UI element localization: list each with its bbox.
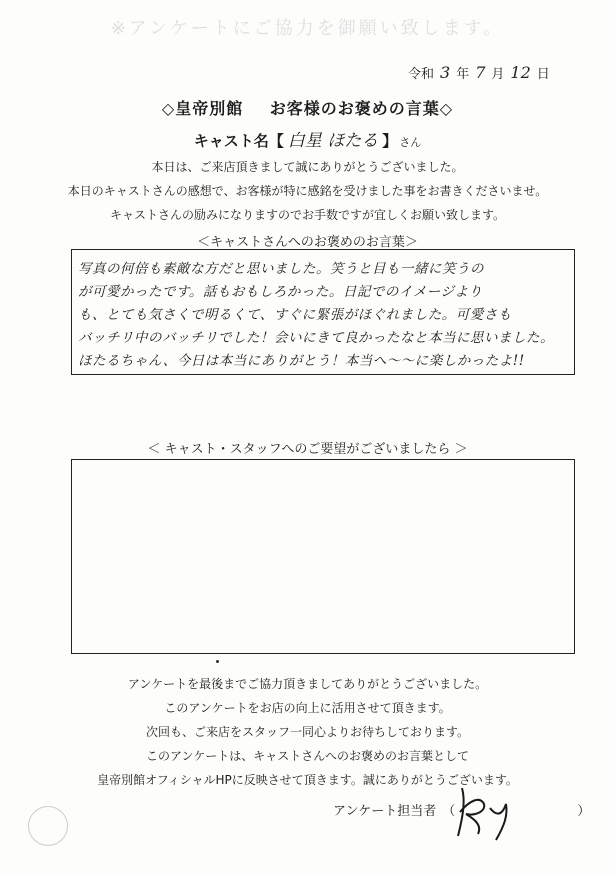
request-section-label: ＜ キャスト・スタッフへのご要望がございましたら ＞ xyxy=(147,442,468,457)
cast-name-suffix: さん xyxy=(399,136,422,149)
praise-line: も、とても気さくで明るくて、すぐに緊張がほぐれました。可愛さも xyxy=(78,307,512,323)
closing-line: このアンケートをお店の向上に活用させて頂きます。 xyxy=(164,701,451,715)
date-day-value: 12 xyxy=(510,63,531,82)
date-day-unit: 日 xyxy=(536,67,550,82)
header-ghost-text: ※アンケートにご協力を御願い致します。 xyxy=(110,18,505,39)
cast-name-value: 白星 ほたる xyxy=(287,131,379,151)
intro-line: 本日のキャストさんの感想で、お客様が特に感銘を受けました事をお書きくださいませ。 xyxy=(67,184,548,198)
request-box[interactable] xyxy=(71,459,575,654)
closing-line: このアンケートは、キャストさんへのお褒めのお言葉として xyxy=(145,749,470,763)
cast-name-field xyxy=(0,126,615,151)
praise-line: 写真の何倍も素敵な方だと思いました。笑うと目も一緒に笑うの xyxy=(78,261,484,277)
date-era: 令和 xyxy=(408,67,435,82)
person-open-paren: （ xyxy=(442,804,456,819)
praise-section-label: ＜キャストさんへのお褒めのお言葉＞ xyxy=(197,235,418,250)
intro-line: キャストさんの励みになりますのでお手数ですが宜しくお願い致します。 xyxy=(109,208,506,222)
praise-handwriting xyxy=(78,258,568,373)
date-month-value: 7 xyxy=(475,63,486,82)
title-heading: お客様のお褒めの言葉◇ xyxy=(269,99,454,118)
cast-name-label: キャスト名【 xyxy=(193,132,284,150)
signature xyxy=(448,782,528,842)
date-year-unit: 年 xyxy=(456,67,470,82)
pen-mark xyxy=(216,660,219,663)
cast-name-close: 】 xyxy=(382,132,398,150)
praise-line: が可愛かったです。話もおもしろかった。日記でのイメージより xyxy=(78,284,483,300)
praise-line: ほたるちゃん、今日は本当にありがとう！本当へ〜〜に楽しかったよ!! xyxy=(78,353,525,369)
person-label: アンケート担当者 xyxy=(333,804,437,819)
date-year-value: 3 xyxy=(440,63,451,82)
praise-line: バッチリ中のバッチリでした！会いにきて良かったなと本当に思いました。 xyxy=(78,330,554,346)
date-field xyxy=(408,63,550,82)
title-shop: ◇皇帝別館 xyxy=(161,99,244,118)
praise-box[interactable] xyxy=(71,249,575,375)
closing-line: アンケートを最後までご協力頂きましてありがとうございました。 xyxy=(127,677,488,691)
date-month-unit: 月 xyxy=(491,67,505,82)
intro-text xyxy=(0,155,615,227)
page-title xyxy=(0,96,615,119)
stamp-bleed xyxy=(28,806,68,846)
closing-text xyxy=(0,672,615,792)
person-close-paren: ） xyxy=(577,804,591,819)
closing-line: 皇帝別館オフィシャルHPに反映させて頂きます。誠にありがとうございます。 xyxy=(97,773,518,787)
intro-line: 本日は、ご来店頂きまして誠にありがとうございました。 xyxy=(151,160,464,174)
closing-line: 次回も、ご来店をスタッフ一同心よりお待ちしております。 xyxy=(145,725,470,739)
